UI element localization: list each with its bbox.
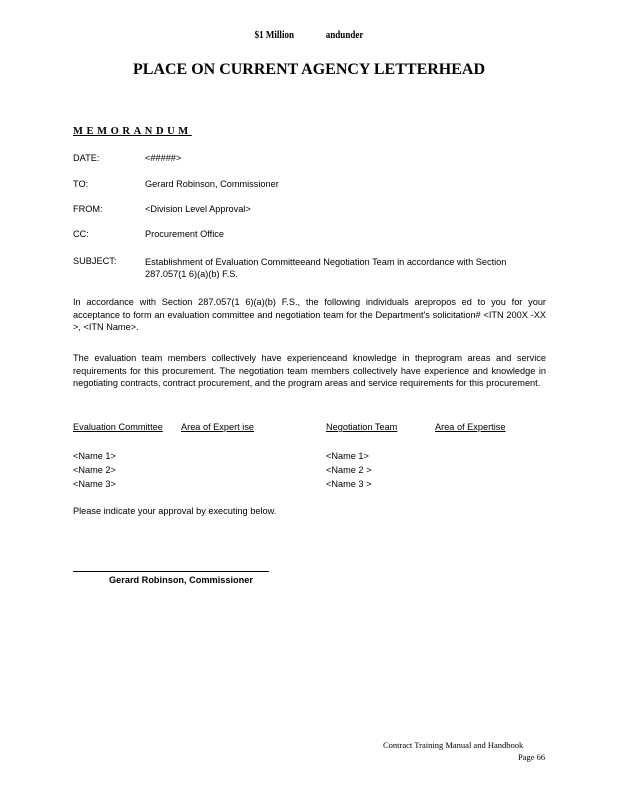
cc-value: Procurement Office [145,229,224,239]
threshold-note [56,29,563,41]
neg-expertise-header: Area of Expertise [435,422,506,432]
evaluation-name-2: <Name 2> [73,465,116,475]
negotiation-team-header: Negotiation Team [326,422,398,432]
approval-request: Please indicate your approval by executing below. [73,506,277,516]
threshold-rest: andunder [325,29,364,41]
footer-manual-title: Contract Training Manual and Handbook [383,740,524,750]
cc-label: CC: [73,229,89,239]
evaluation-name-list [73,449,116,491]
body-paragraph-2: The evaluation team members collectively have experienceand knowledge in theprogram areas and service requirements for this procurement. The negotiation team members collectively have experience and knowledge in negotiating contracts, contract procurement, and the program areas and service requirements for this procurement. [73,353,546,388]
evaluation-name-1: <Name 1> [73,451,116,461]
signature-line [73,571,269,572]
evaluation-committee-header: Evaluation Committee [73,422,163,432]
subject-label: SUBJECT: [73,256,117,266]
body-paragraph-1: In accordance with Section 287.057(1 6)(a)(b) F.S., the following individuals arepropos ed to you for your acceptance to form an evaluation committee and negotiation team for the Department's solicitation# <ITN 200X -XX >, <ITN Name>. [73,297,546,332]
negotiation-name-3: <Name 3 > [326,479,372,489]
from-value: <Division Level Approval> [145,204,251,214]
subject-value: Establishment of Evaluation Committeeand Negotiation Team in accordance with Section 287.057(1 6)(a)(b) F.S. [145,257,507,279]
from-label: FROM: [73,204,103,214]
threshold-amount: $1 Million [254,29,294,41]
date-label: DATE: [73,153,100,163]
negotiation-name-list [326,449,371,491]
to-value: Gerard Robinson, Commissioner [145,179,279,189]
eval-expertise-header: Area of Expert ise [181,422,255,432]
memorandum-title: MEMORANDUM [73,126,192,137]
footer-page-number: Page 66 [518,752,546,762]
to-label: TO: [73,179,89,189]
evaluation-name-3: <Name 3> [73,479,116,489]
signatory-name: Gerard Robinson, Commissioner [109,575,253,585]
negotiation-name-1: <Name 1> [326,451,369,461]
date-value: <#####> [145,153,182,163]
negotiation-name-2: <Name 2 > [326,465,372,475]
letterhead-instruction: PLACE ON CURRENT AGENCY LETTERHEAD [132,61,486,78]
